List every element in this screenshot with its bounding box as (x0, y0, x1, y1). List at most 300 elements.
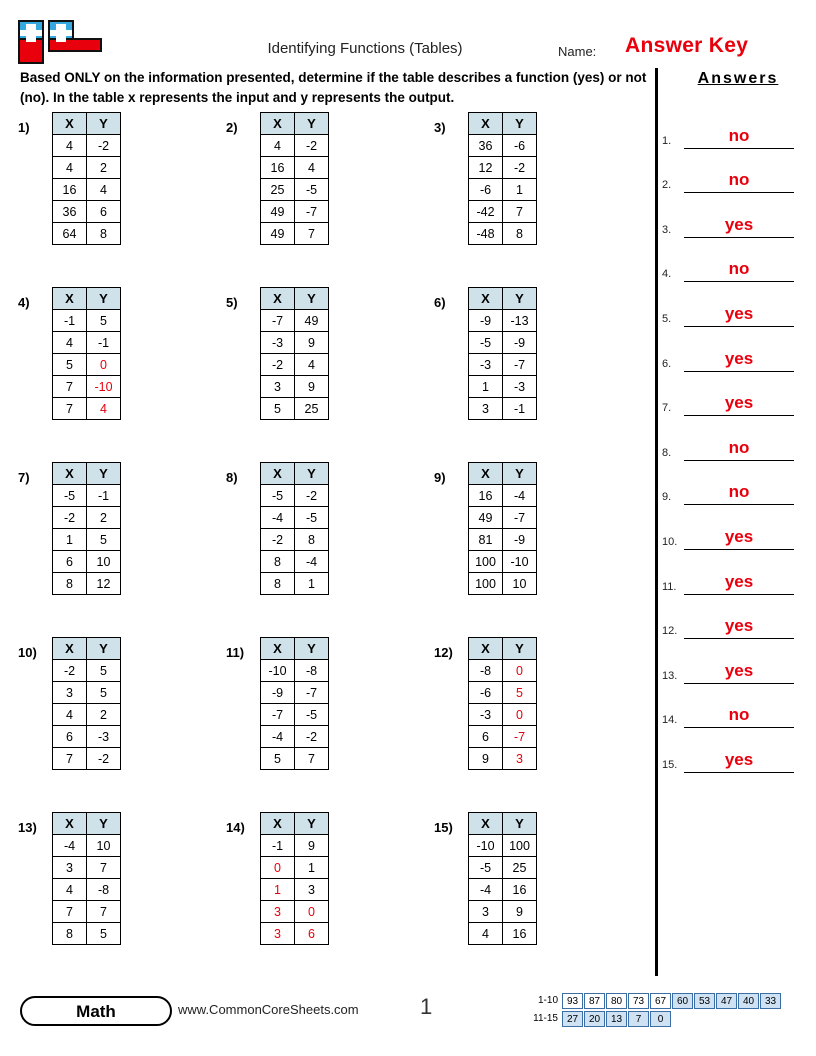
cell-y: 12 (87, 573, 121, 595)
cell-y: -10 (503, 551, 537, 573)
answer-number: 6. (662, 357, 672, 370)
cell-x: -42 (469, 201, 503, 223)
answer-number: 12. (662, 625, 678, 638)
cell-x: -5 (53, 485, 87, 507)
column-header-y: Y (503, 288, 537, 310)
table-row (53, 660, 121, 682)
function-table (468, 287, 537, 420)
answer-number: 14. (662, 714, 678, 727)
answer-value: yes (724, 393, 754, 413)
cell-x: 3 (261, 901, 295, 923)
answer-row (662, 372, 812, 417)
answer-value: yes (724, 214, 754, 234)
score-cell: 33 (760, 993, 781, 1009)
answer-row (662, 550, 812, 595)
column-header-y: Y (87, 813, 121, 835)
problem-number: 6) (434, 295, 446, 310)
cell-x: -48 (469, 223, 503, 245)
cell-y: 4 (87, 179, 121, 201)
score-cell: 20 (584, 1011, 605, 1027)
table-row (469, 551, 537, 573)
answer-row (662, 193, 812, 238)
score-cell: 0 (650, 1011, 671, 1027)
answer-value: yes (724, 348, 754, 368)
table-row (261, 157, 329, 179)
function-table (52, 637, 121, 770)
cell-x: 3 (261, 376, 295, 398)
table-row (53, 529, 121, 551)
table-row (261, 704, 329, 726)
page-header (0, 0, 816, 62)
function-table (52, 812, 121, 945)
cell-x: 6 (53, 726, 87, 748)
cell-y: 4 (295, 157, 329, 179)
cell-x: 3 (261, 923, 295, 945)
table-row (469, 835, 537, 857)
cell-y: -1 (503, 398, 537, 420)
answer-number: 4. (662, 268, 672, 281)
cell-x: 7 (53, 748, 87, 770)
answer-row (662, 327, 812, 372)
answer-number: 10. (662, 535, 678, 548)
table-row (261, 507, 329, 529)
table-row (469, 529, 537, 551)
table-row (53, 157, 121, 179)
table-row (469, 332, 537, 354)
table-row (469, 485, 537, 507)
cell-x: -9 (469, 310, 503, 332)
cell-y: -2 (295, 485, 329, 507)
cell-y: 5 (87, 682, 121, 704)
score-range-label: 11-15 (533, 1013, 558, 1024)
table-row (53, 223, 121, 245)
cell-y: -7 (503, 726, 537, 748)
table-row (469, 398, 537, 420)
table-row (53, 748, 121, 770)
cell-x: -9 (261, 682, 295, 704)
cell-y: -1 (87, 485, 121, 507)
table-row (261, 529, 329, 551)
cell-y: -8 (295, 660, 329, 682)
column-header-x: X (469, 638, 503, 660)
column-header-x: X (261, 113, 295, 135)
cell-y: 7 (295, 748, 329, 770)
table-row (53, 857, 121, 879)
answer-value: yes (724, 749, 754, 769)
name-label: Name: (558, 44, 597, 59)
cell-y: 49 (295, 310, 329, 332)
score-cell: 53 (694, 993, 715, 1009)
answer-number: 11. (662, 580, 677, 593)
function-table (260, 462, 329, 595)
page-number: 1 (420, 994, 433, 1019)
cell-y: -2 (87, 135, 121, 157)
cell-x: 3 (469, 398, 503, 420)
cell-x: 4 (261, 135, 295, 157)
table-row (261, 223, 329, 245)
problem-number: 3) (434, 120, 446, 135)
answer-row (662, 461, 812, 506)
table-row (261, 179, 329, 201)
column-header-y: Y (503, 813, 537, 835)
score-cell: 87 (584, 993, 605, 1009)
answer-number: 13. (662, 669, 678, 682)
cell-y: 8 (503, 223, 537, 245)
function-table (260, 812, 329, 945)
cell-x: 8 (261, 573, 295, 595)
table-row (469, 354, 537, 376)
table-row (261, 332, 329, 354)
cell-x: -1 (53, 310, 87, 332)
cell-y: 5 (503, 682, 537, 704)
column-header-y: Y (87, 113, 121, 135)
cell-y: -13 (503, 310, 537, 332)
cell-y: -6 (503, 135, 537, 157)
column-header-y: Y (295, 113, 329, 135)
cell-x: 16 (53, 179, 87, 201)
cell-y: 7 (87, 901, 121, 923)
cell-y: 7 (295, 223, 329, 245)
cell-x: 49 (261, 201, 295, 223)
cell-y: -1 (87, 332, 121, 354)
cell-x: 36 (469, 135, 503, 157)
math-plus-logo-icon (18, 20, 102, 62)
cell-x: 4 (53, 704, 87, 726)
table-row (261, 835, 329, 857)
answer-number: 8. (662, 446, 672, 459)
answer-number: 2. (662, 179, 672, 192)
table-row (469, 682, 537, 704)
table-row (469, 726, 537, 748)
answer-value: no (728, 437, 750, 457)
cell-y: 5 (87, 310, 121, 332)
cell-y: 16 (503, 879, 537, 901)
answer-value: no (728, 259, 750, 279)
cell-y: 5 (87, 529, 121, 551)
cell-x: 6 (53, 551, 87, 573)
problem-number: 1) (18, 120, 30, 135)
cell-x: -3 (261, 332, 295, 354)
answer-row (662, 238, 812, 283)
cell-x: 3 (53, 682, 87, 704)
table-row (261, 485, 329, 507)
column-header-x: X (53, 288, 87, 310)
table-row (469, 923, 537, 945)
table-row (53, 923, 121, 945)
answer-row (662, 639, 812, 684)
answer-value: no (728, 125, 750, 145)
table-row (261, 573, 329, 595)
cell-y: 25 (295, 398, 329, 420)
answer-row (662, 728, 812, 773)
cell-y: 100 (503, 835, 537, 857)
cell-y: 1 (295, 573, 329, 595)
cell-x: 8 (53, 573, 87, 595)
function-table (260, 287, 329, 420)
column-header-x: X (469, 813, 503, 835)
score-row (528, 1010, 782, 1027)
function-table (52, 112, 121, 245)
cell-x: 4 (53, 879, 87, 901)
answer-row (662, 595, 812, 640)
table-row (53, 135, 121, 157)
cell-x: 7 (53, 398, 87, 420)
table-row (53, 682, 121, 704)
cell-y: -5 (295, 507, 329, 529)
score-cell: 13 (606, 1011, 627, 1027)
cell-y: -3 (87, 726, 121, 748)
table-row (261, 310, 329, 332)
cell-y: 4 (87, 398, 121, 420)
cell-x: 4 (53, 332, 87, 354)
cell-x: 3 (53, 857, 87, 879)
cell-y: 25 (503, 857, 537, 879)
cell-x: 81 (469, 529, 503, 551)
problem-number: 4) (18, 295, 30, 310)
cell-y: 7 (87, 857, 121, 879)
score-cell: 60 (672, 993, 693, 1009)
score-table (528, 992, 782, 1028)
answers-list (662, 104, 812, 773)
answer-number: 3. (662, 223, 672, 236)
score-cell: 47 (716, 993, 737, 1009)
table-row (53, 704, 121, 726)
table-row (469, 223, 537, 245)
cell-x: -1 (261, 835, 295, 857)
answer-number: 5. (662, 312, 672, 325)
cell-x: -5 (469, 857, 503, 879)
cell-x: 25 (261, 179, 295, 201)
function-table (468, 637, 537, 770)
column-header-y: Y (87, 463, 121, 485)
table-row (469, 901, 537, 923)
cell-y: -7 (503, 507, 537, 529)
cell-y: -9 (503, 332, 537, 354)
answers-heading: Answers (697, 70, 779, 87)
function-table (468, 462, 537, 595)
cell-y: 10 (87, 835, 121, 857)
answer-value: yes (724, 660, 754, 680)
table-row (53, 201, 121, 223)
answer-key-stamp: Answer Key (625, 34, 749, 57)
cell-y: -5 (295, 179, 329, 201)
cell-y: -2 (87, 748, 121, 770)
cell-y: -7 (503, 354, 537, 376)
table-row (53, 573, 121, 595)
column-header-y: Y (87, 288, 121, 310)
table-row (469, 507, 537, 529)
cell-x: 6 (469, 726, 503, 748)
table-row (53, 901, 121, 923)
table-row (53, 726, 121, 748)
problem-number: 2) (226, 120, 238, 135)
cell-y: 2 (87, 507, 121, 529)
cell-x: -4 (261, 726, 295, 748)
score-row (528, 992, 782, 1009)
column-header-y: Y (503, 463, 537, 485)
cell-y: -4 (295, 551, 329, 573)
cell-x: 100 (469, 551, 503, 573)
column-header-x: X (261, 813, 295, 835)
table-row (261, 901, 329, 923)
cell-x: 3 (469, 901, 503, 923)
cell-x: -2 (53, 660, 87, 682)
problem-number: 15) (434, 820, 453, 835)
cell-y: -2 (503, 157, 537, 179)
instructions-text: Based ONLY on the information presented, determine if the table describes a function (yes) or not (no). In the table x represents the input and y represents the output. (20, 70, 647, 105)
column-header-y: Y (295, 288, 329, 310)
cell-y: -2 (295, 135, 329, 157)
table-row (261, 879, 329, 901)
table-row (469, 135, 537, 157)
cell-y: 9 (503, 901, 537, 923)
table-row (53, 398, 121, 420)
vertical-divider (655, 68, 658, 976)
score-range-label: 1-10 (537, 995, 558, 1006)
answer-row (662, 104, 812, 149)
cell-y: -10 (87, 376, 121, 398)
function-table (52, 462, 121, 595)
table-row (53, 485, 121, 507)
problem-number: 8) (226, 470, 238, 485)
table-row (53, 879, 121, 901)
column-header-x: X (53, 113, 87, 135)
answer-number: 15. (662, 758, 678, 771)
cell-y: -4 (503, 485, 537, 507)
cell-y: 10 (503, 573, 537, 595)
column-header-x: X (261, 463, 295, 485)
answer-row (662, 282, 812, 327)
answer-row (662, 684, 812, 729)
cell-x: -2 (53, 507, 87, 529)
column-header-x: X (53, 463, 87, 485)
table-row (53, 354, 121, 376)
answer-blank-line[interactable] (684, 772, 794, 773)
function-table (260, 112, 329, 245)
cell-y: 8 (87, 223, 121, 245)
answer-value: yes (724, 616, 754, 636)
problem-number: 10) (18, 645, 37, 660)
cell-y: 2 (87, 704, 121, 726)
cell-x: -2 (261, 529, 295, 551)
problem-number: 9) (434, 470, 446, 485)
cell-x: -4 (469, 879, 503, 901)
cell-x: 1 (261, 879, 295, 901)
cell-y: 0 (87, 354, 121, 376)
table-row (469, 179, 537, 201)
cell-x: 8 (261, 551, 295, 573)
function-table (468, 112, 537, 245)
table-row (261, 748, 329, 770)
cell-x: 16 (261, 157, 295, 179)
cell-x: 49 (469, 507, 503, 529)
cell-x: -7 (261, 310, 295, 332)
answer-row (662, 149, 812, 194)
subject-badge: Math (20, 996, 172, 1026)
cell-x: -10 (469, 835, 503, 857)
table-row (261, 551, 329, 573)
cell-y: -7 (295, 201, 329, 223)
table-row (53, 835, 121, 857)
score-cell: 7 (628, 1011, 649, 1027)
cell-x: 64 (53, 223, 87, 245)
column-header-x: X (53, 638, 87, 660)
cell-x: 49 (261, 223, 295, 245)
cell-y: 4 (295, 354, 329, 376)
column-header-y: Y (87, 638, 121, 660)
problem-number: 11) (226, 645, 245, 660)
score-cell: 40 (738, 993, 759, 1009)
table-row (261, 201, 329, 223)
table-row (469, 573, 537, 595)
table-row (53, 376, 121, 398)
cell-x: -6 (469, 682, 503, 704)
cell-y: 1 (295, 857, 329, 879)
column-header-x: X (261, 638, 295, 660)
cell-y: -2 (295, 726, 329, 748)
cell-y: -8 (87, 879, 121, 901)
cell-y: 3 (503, 748, 537, 770)
cell-y: -7 (295, 682, 329, 704)
site-url: www.CommonCoreSheets.com (178, 1002, 359, 1017)
table-row (261, 376, 329, 398)
column-header-x: X (469, 113, 503, 135)
cell-y: -3 (503, 376, 537, 398)
cell-x: 7 (53, 901, 87, 923)
table-row (53, 310, 121, 332)
cell-y: 0 (503, 704, 537, 726)
answer-value: yes (724, 303, 754, 323)
table-row (261, 660, 329, 682)
problem-number: 7) (18, 470, 30, 485)
score-cell: 80 (606, 993, 627, 1009)
table-row (469, 748, 537, 770)
function-table (260, 637, 329, 770)
cell-x: -10 (261, 660, 295, 682)
page-footer (0, 988, 816, 1056)
answer-row (662, 505, 812, 550)
problem-number: 14) (226, 820, 245, 835)
score-cell: 27 (562, 1011, 583, 1027)
cell-x: 5 (261, 398, 295, 420)
function-table (468, 812, 537, 945)
column-header-y: Y (503, 113, 537, 135)
table-row (469, 157, 537, 179)
cell-y: 8 (295, 529, 329, 551)
cell-x: 100 (469, 573, 503, 595)
column-header-x: X (261, 288, 295, 310)
table-row (53, 332, 121, 354)
cell-y: 9 (295, 376, 329, 398)
column-header-x: X (469, 288, 503, 310)
answer-number: 1. (662, 134, 672, 147)
column-header-y: Y (295, 638, 329, 660)
table-row (53, 507, 121, 529)
column-header-y: Y (295, 463, 329, 485)
answer-value: no (728, 482, 750, 502)
problem-number: 5) (226, 295, 238, 310)
cell-x: -6 (469, 179, 503, 201)
answer-value: no (728, 170, 750, 190)
score-cell: 73 (628, 993, 649, 1009)
table-row (469, 879, 537, 901)
cell-x: -3 (469, 354, 503, 376)
table-row (53, 551, 121, 573)
column-header-x: X (469, 463, 503, 485)
cell-y: 5 (87, 660, 121, 682)
cell-x: 1 (469, 376, 503, 398)
cell-x: 4 (53, 135, 87, 157)
